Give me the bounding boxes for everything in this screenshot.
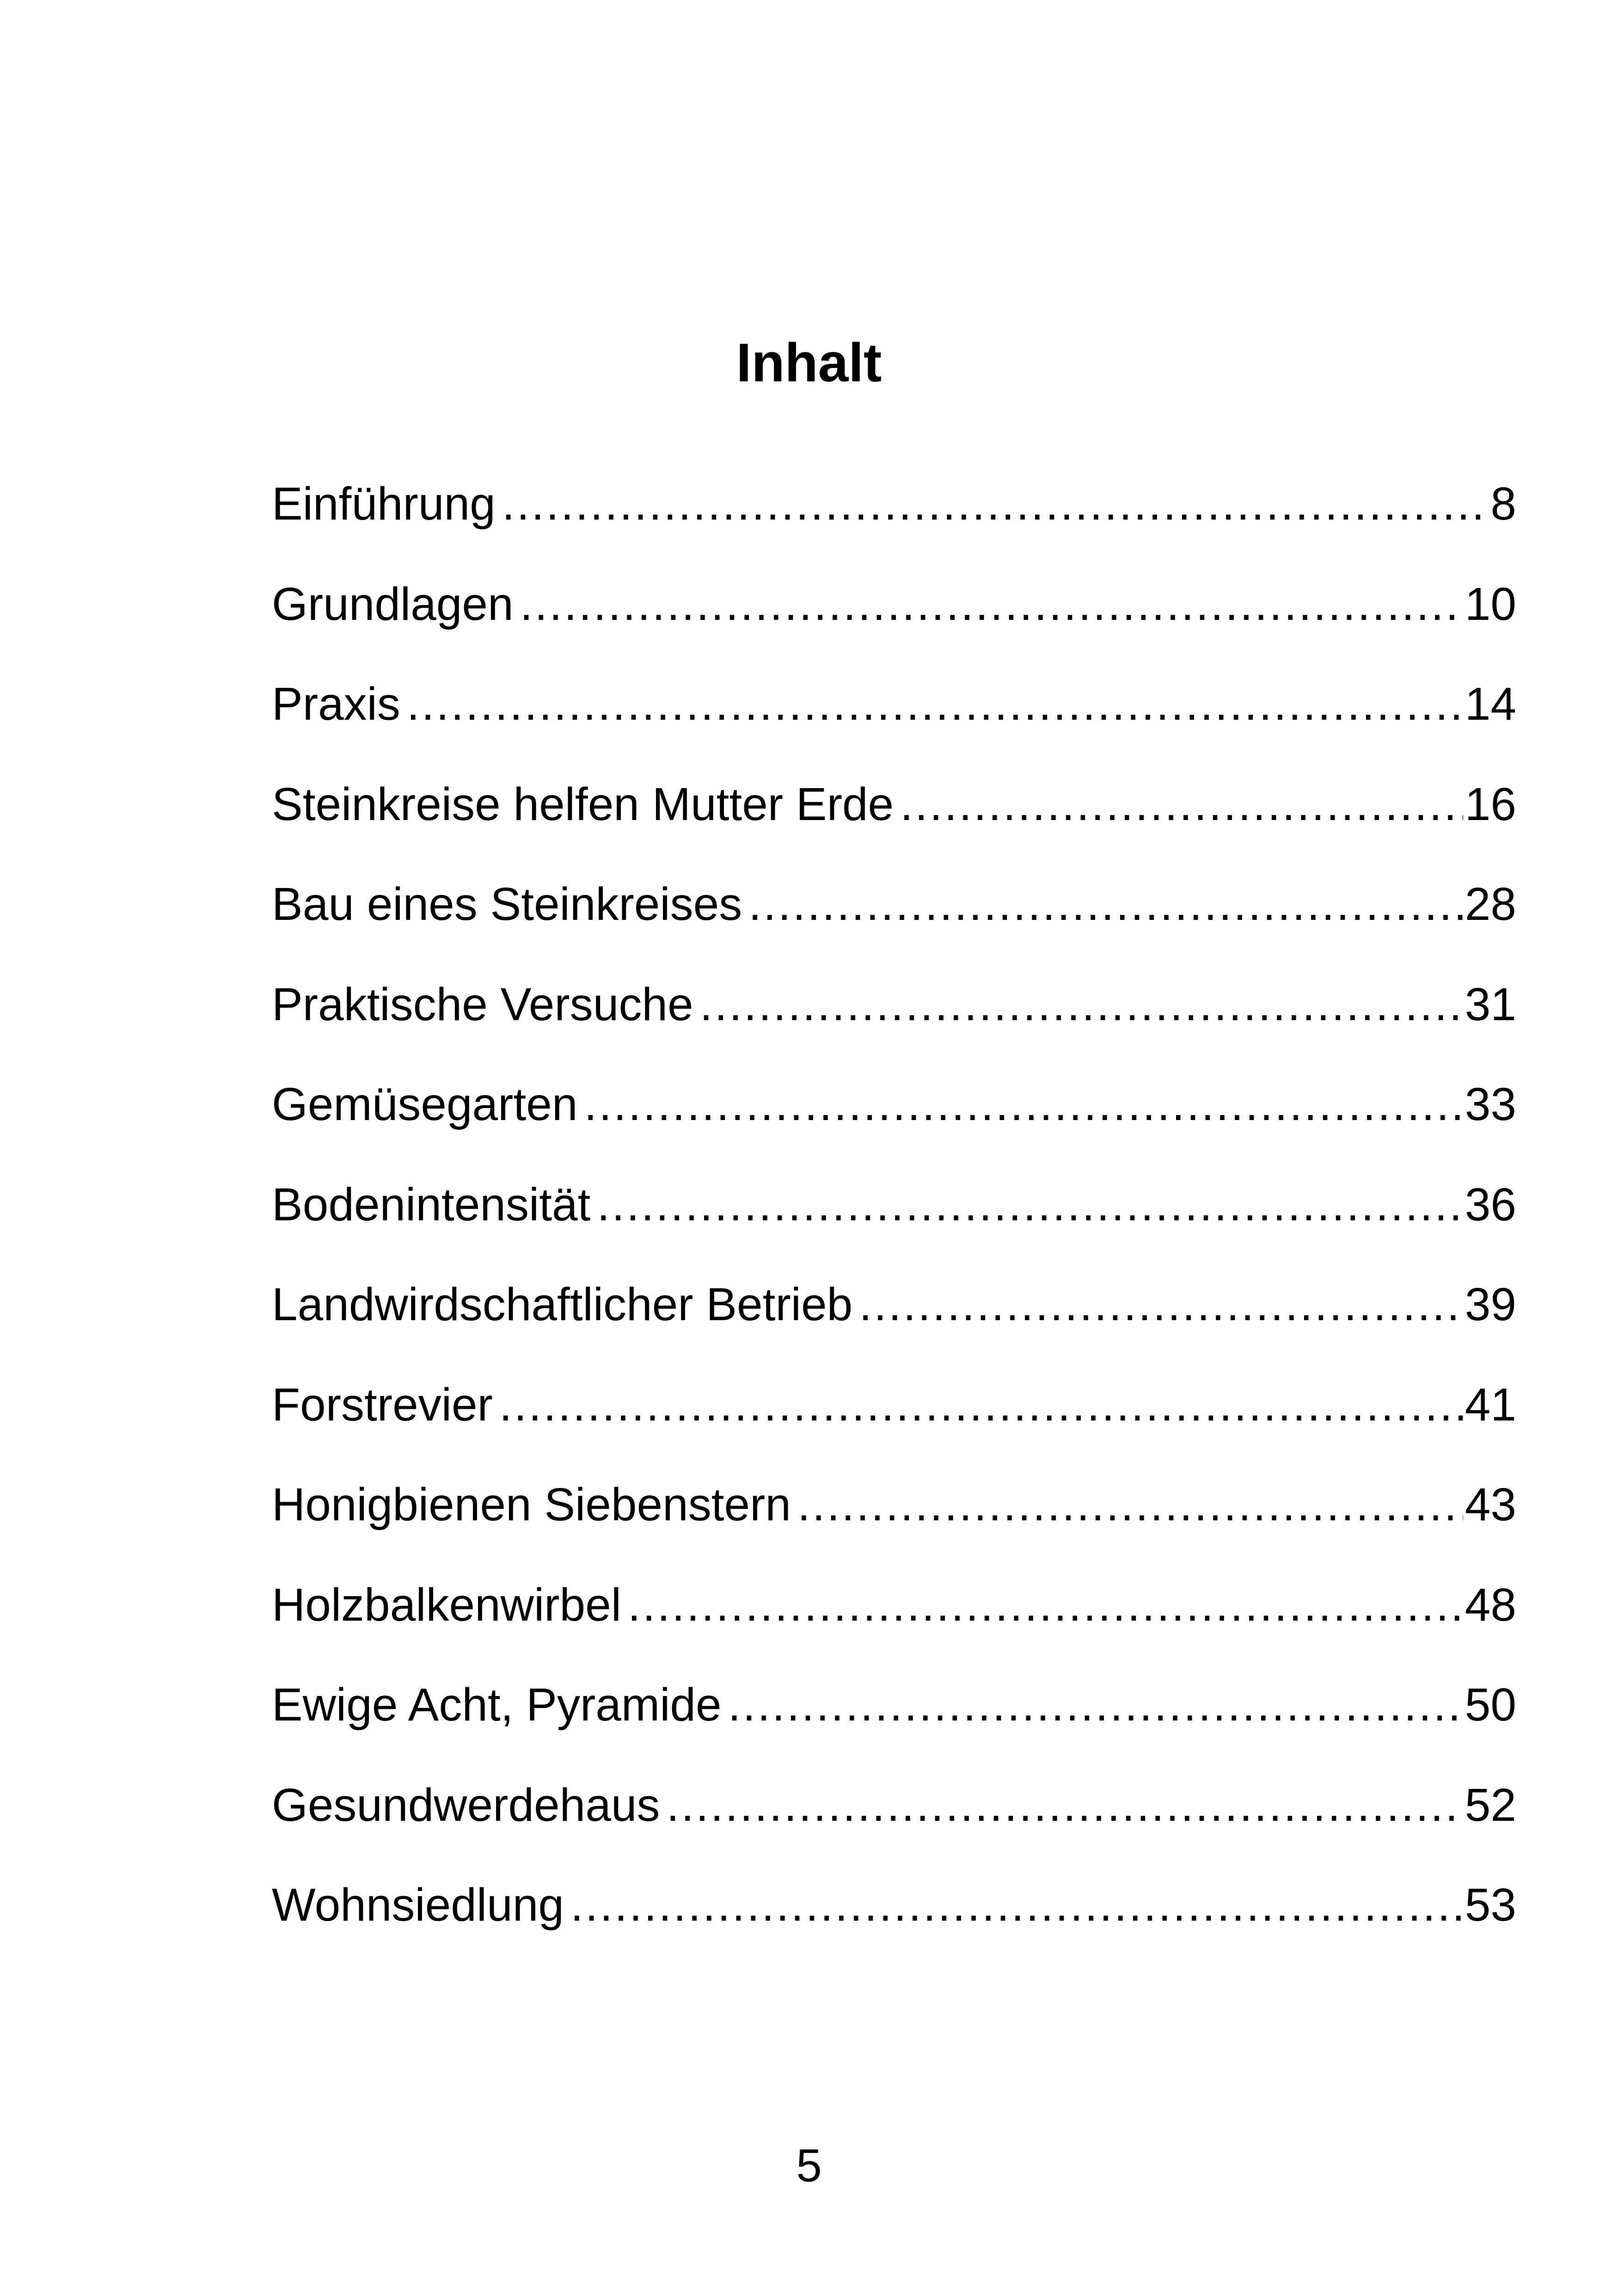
toc-entry-page: 52 xyxy=(1465,1779,1516,1831)
toc-entry[interactable] xyxy=(272,1475,1516,1575)
dot-leader xyxy=(570,1875,1463,1935)
page-title: Inhalt xyxy=(736,332,882,393)
dot-leader xyxy=(628,1575,1463,1635)
toc-entry-page: 28 xyxy=(1465,878,1516,930)
toc-entry[interactable] xyxy=(272,874,1516,974)
dot-leader xyxy=(859,1274,1463,1335)
toc-entry-label: Praktische Versuche xyxy=(272,978,693,1030)
toc-entry-page: 50 xyxy=(1465,1679,1516,1731)
table-of-contents xyxy=(272,474,1516,1975)
dot-leader xyxy=(797,1475,1463,1535)
dot-leader xyxy=(900,774,1463,834)
toc-entry-page: 39 xyxy=(1465,1279,1516,1330)
toc-entry[interactable] xyxy=(272,1675,1516,1775)
dot-leader xyxy=(584,1074,1463,1134)
dot-leader xyxy=(597,1175,1463,1235)
dot-leader xyxy=(502,474,1489,534)
toc-entry[interactable] xyxy=(272,774,1516,875)
toc-entry-label: Bau eines Steinkreises xyxy=(272,878,742,930)
toc-entry-label: Ewige Acht, Pyramide xyxy=(272,1679,722,1731)
dot-leader xyxy=(700,974,1463,1035)
toc-entry-label: Gesundwerdehaus xyxy=(272,1779,660,1831)
dot-leader xyxy=(748,874,1463,934)
toc-entry-label: Bodenintensität xyxy=(272,1178,591,1231)
toc-entry[interactable] xyxy=(272,1074,1516,1175)
toc-entry[interactable] xyxy=(272,1575,1516,1675)
toc-entry[interactable] xyxy=(272,574,1516,674)
toc-entry-page: 8 xyxy=(1490,478,1516,530)
toc-entry-page: 14 xyxy=(1465,678,1516,730)
toc-entry-page: 16 xyxy=(1465,778,1516,830)
toc-entry-label: Landwirdschaftlicher Betrieb xyxy=(272,1279,853,1330)
toc-entry-page: 36 xyxy=(1465,1178,1516,1231)
toc-entry-label: Praxis xyxy=(272,678,400,730)
toc-entry-page: 41 xyxy=(1465,1378,1516,1431)
toc-entry-label: Forstrevier xyxy=(272,1378,493,1431)
dot-leader xyxy=(728,1675,1463,1735)
toc-entry-label: Einführung xyxy=(272,478,496,530)
dot-leader xyxy=(666,1775,1463,1835)
toc-entry[interactable] xyxy=(272,1875,1516,1975)
toc-entry-page: 48 xyxy=(1465,1579,1516,1631)
toc-entry-label: Steinkreise helfen Mutter Erde xyxy=(272,778,894,830)
toc-entry[interactable] xyxy=(272,1375,1516,1475)
toc-entry[interactable] xyxy=(272,1274,1516,1375)
toc-entry-label: Honigbienen Siebenstern xyxy=(272,1479,791,1531)
toc-entry-page: 43 xyxy=(1465,1479,1516,1531)
toc-entry-page: 33 xyxy=(1465,1078,1516,1130)
dot-leader xyxy=(520,574,1463,634)
dot-leader xyxy=(407,674,1463,734)
toc-entry[interactable] xyxy=(272,974,1516,1075)
toc-entry-label: Wohnsiedlung xyxy=(272,1879,564,1931)
toc-entry-page: 10 xyxy=(1465,578,1516,630)
page-number: 5 xyxy=(796,2140,822,2192)
toc-entry-label: Gemüsegarten xyxy=(272,1078,578,1130)
toc-entry-page: 31 xyxy=(1465,978,1516,1030)
toc-entry-page: 53 xyxy=(1465,1879,1516,1931)
dot-leader xyxy=(499,1375,1463,1435)
toc-entry-label: Holzbalkenwirbel xyxy=(272,1579,621,1631)
toc-entry[interactable] xyxy=(272,1175,1516,1275)
toc-entry-label: Grundlagen xyxy=(272,578,514,630)
toc-entry[interactable] xyxy=(272,674,1516,774)
toc-entry[interactable] xyxy=(272,1775,1516,1875)
toc-entry[interactable] xyxy=(272,474,1516,574)
